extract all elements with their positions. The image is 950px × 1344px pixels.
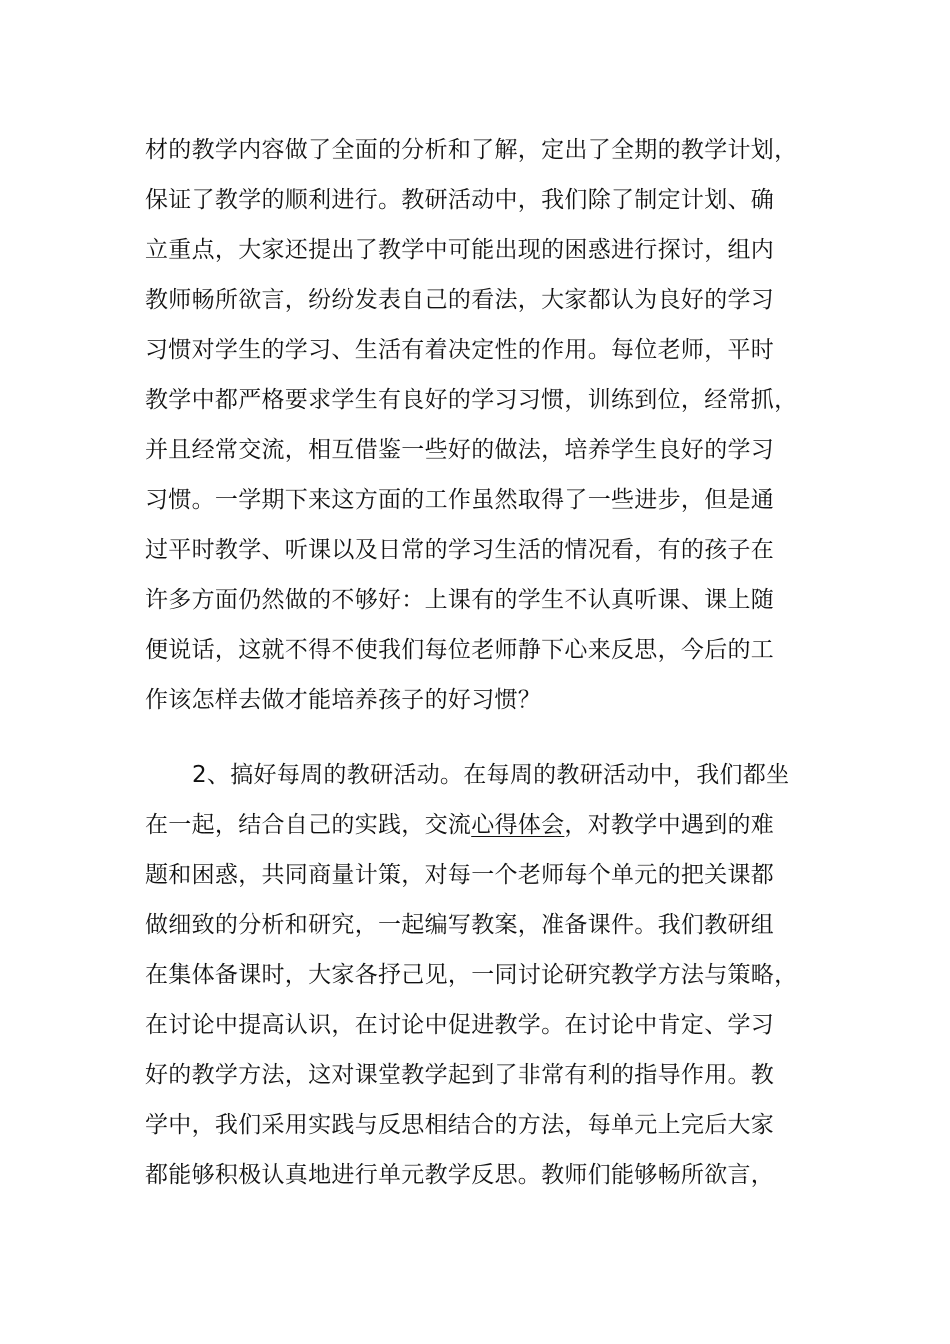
- paragraph-1-line: 便说话，这就不得不使我们每位老师静下心来反思，今后的工: [145, 637, 775, 663]
- paragraph-2-first-line: 2、搞好每周的教研活动。在每周的教研活动中，我们都坐: [192, 762, 790, 788]
- paragraph-2-line: 好的教学方法，这对课堂教学起到了非常有利的指导作用。教: [145, 1062, 775, 1088]
- paragraph-2-line: 在集体备课时，大家各抒己见，一同讨论研究教学方法与策略，: [145, 962, 798, 988]
- paragraph-2-line: [145, 800, 835, 850]
- paragraph-2-line: 做细致的分析和研究，一起编写教案，准备课件。我们教研组: [145, 912, 775, 938]
- paragraph-2-line: 题和困惑，共同商量计策，对每一个老师每个单元的把关课都: [145, 862, 775, 888]
- paragraph-2-line: 学中，我们采用实践与反思相结合的方法，每单元上完后大家: [145, 1112, 775, 1138]
- paragraph-2-text: 在一起，结合自己的实践，交流: [145, 812, 472, 838]
- paragraph-2-line: 都能够积极认真地进行单元教学反思。教师们能够畅所欲言，: [145, 1162, 775, 1188]
- paragraph-1-line: 并且经常交流，相互借鉴一些好的做法，培养学生良好的学习: [145, 437, 775, 463]
- paragraph-1-line: 保证了教学的顺利进行。教研活动中，我们除了制定计划、确: [145, 187, 775, 213]
- xinde-tihui-link[interactable]: 心得体会: [471, 812, 565, 838]
- paragraph-1-line: 教师畅所欲言，纷纷发表自己的看法，大家都认为良好的学习: [145, 287, 775, 313]
- paragraph-1-line: 许多方面仍然做的不够好：上课有的学生不认真听课、课上随: [145, 587, 775, 613]
- paragraph-1-line: 材的教学内容做了全面的分析和了解，定出了全期的教学计划，: [145, 137, 798, 163]
- paragraph-1-line: 过平时教学、听课以及日常的学习生活的情况看，有的孩子在: [145, 537, 775, 563]
- paragraph-2-line: 在讨论中提高认识，在讨论中促进教学。在讨论中肯定、学习: [145, 1012, 775, 1038]
- paragraph-1-line: 习惯。一学期下来这方面的工作虽然取得了一些进步，但是通: [145, 487, 775, 513]
- paragraph-1-line: 教学中都严格要求学生有良好的学习习惯，训练到位，经常抓，: [145, 387, 798, 413]
- paragraph-1-line: 立重点，大家还提出了教学中可能出现的困惑进行探讨，组内: [145, 237, 775, 263]
- paragraph-1-line: 习惯对学生的学习、生活有着决定性的作用。每位老师，平时: [145, 337, 775, 363]
- paragraph-1-line: 作该怎样去做才能培养孩子的好习惯？: [145, 687, 542, 713]
- paragraph-2-text: ，对教学中遇到的难: [564, 812, 775, 838]
